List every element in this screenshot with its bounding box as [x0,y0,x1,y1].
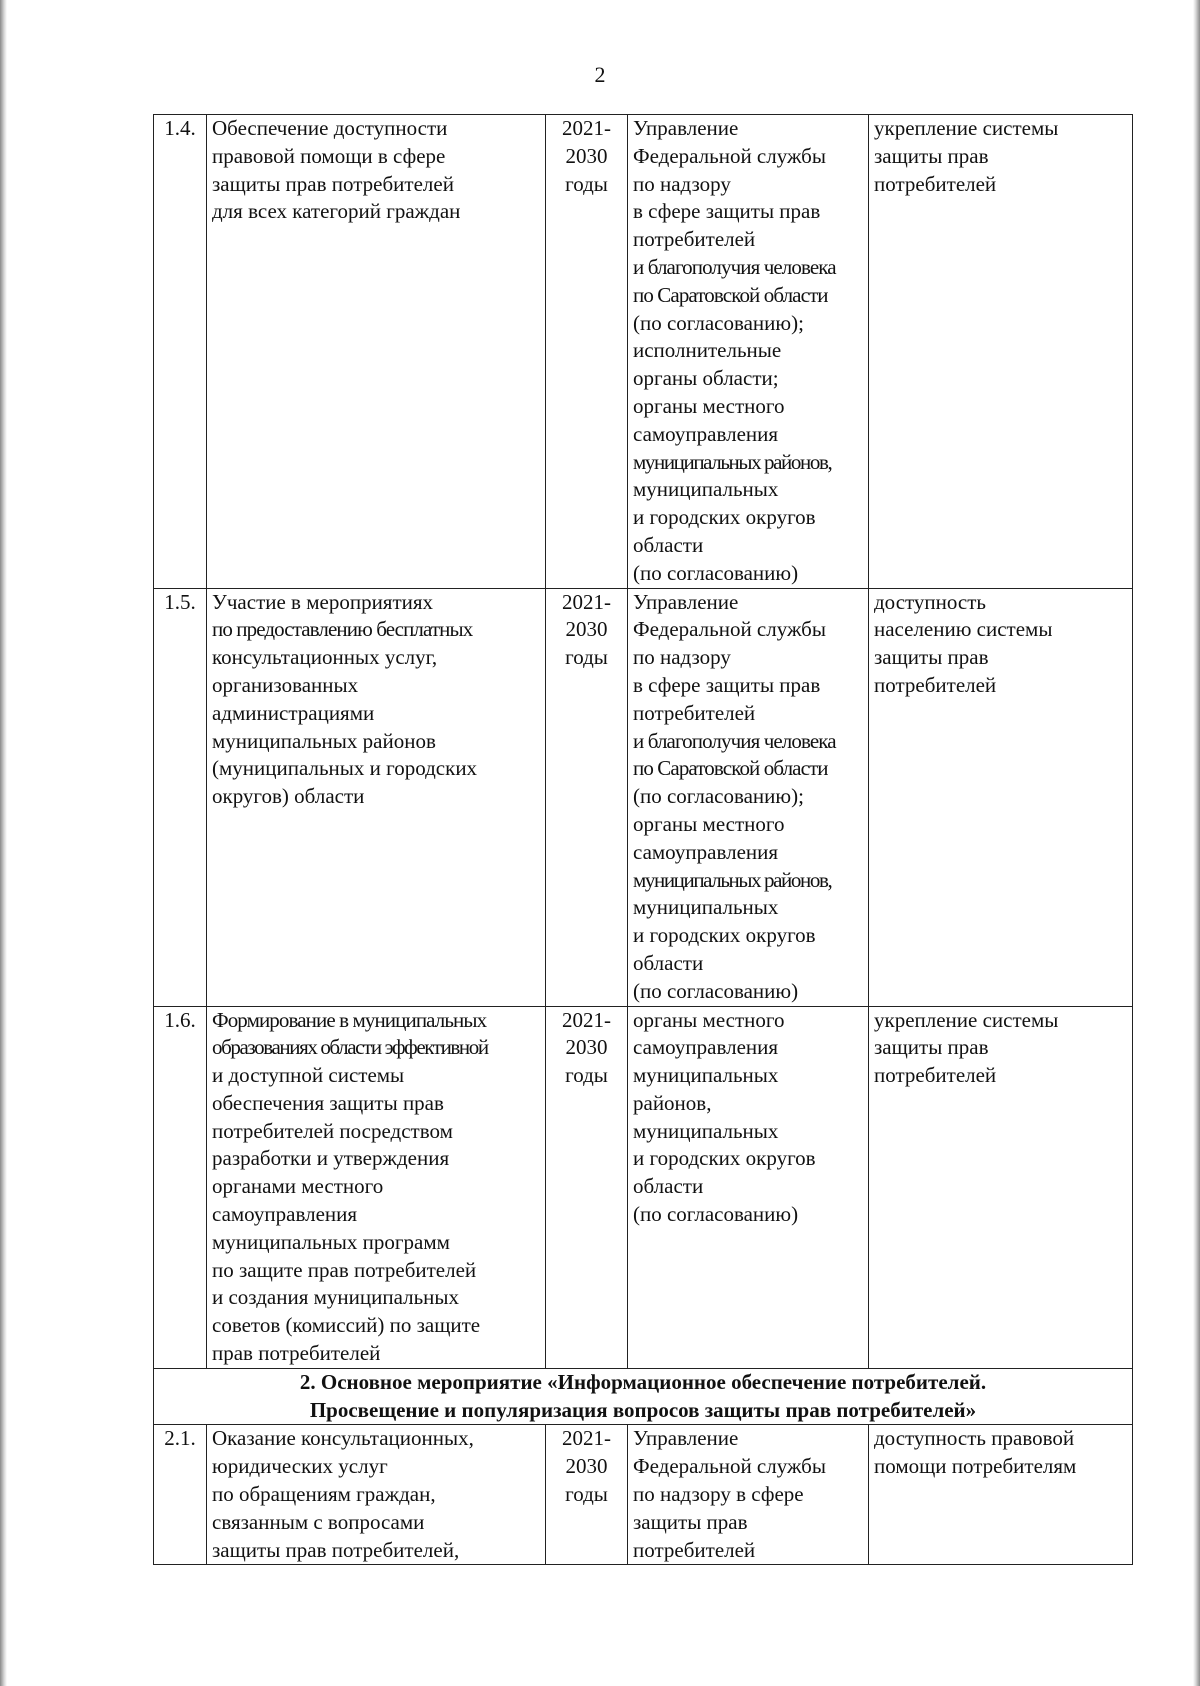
activity-line: муниципальных районов [212,728,436,753]
result-line: населению системы [874,617,1053,642]
table-row [154,1425,1133,1565]
executor-line: Федеральной службы [633,1454,826,1479]
result-line: защиты прав [874,645,989,670]
activity-line: по защите прав потребителей [212,1257,477,1282]
executor-cell [628,1425,869,1565]
executor-line: в сфере защиты прав [633,672,821,697]
executor-line: по Саратовской области [633,756,828,781]
result-line: доступность правовой [874,1426,1075,1451]
period-line: 2030 [565,617,608,642]
activity-line: защиты прав потребителей [212,171,454,196]
activity-line: обеспечения защиты прав [212,1090,444,1115]
executor-line: муниципальных [633,1063,779,1088]
executor-line: и городских округов [633,923,816,948]
executor-line: органы области; [633,366,779,391]
activity-cell [207,1006,546,1368]
executor-line: органы местного [633,1007,785,1032]
result-line: потребителей [874,672,997,697]
table-row [154,115,1133,589]
scan-edge-left [0,0,7,1686]
executor-line: и благополучия человека [633,728,836,753]
section-header-line: 2. Основное мероприятие «Информационное обеспечение потребителей. [299,1369,987,1394]
result-cell [869,1006,1133,1368]
activity-line: Участие в мероприятиях [212,589,434,614]
executor-line: потребителей [633,227,756,252]
activity-cell [207,588,546,1006]
period-cell [546,115,628,589]
result-line: доступность [874,589,987,614]
row-number: 2.1. [164,1426,196,1451]
executor-line: Управление [633,589,739,614]
executor-line: муниципальных [633,895,779,920]
row-number-cell [154,1006,207,1368]
table-row [154,1006,1133,1368]
period-cell [546,1006,628,1368]
result-cell [869,115,1133,589]
executor-line: исполнительные [633,338,782,363]
executor-line: (по согласованию); [633,310,804,335]
activity-line: Формирование в муниципальных [212,1007,487,1032]
scan-edge-right [1193,0,1200,1686]
row-number: 1.5. [164,589,196,614]
result-line: укрепление системы [874,1007,1059,1032]
executor-line: области [633,532,704,557]
row-number: 1.6. [164,1007,196,1032]
period-line: 2030 [565,143,608,168]
activity-line: по предоставлению бесплатных [212,617,473,642]
activity-line: потребителей посредством [212,1118,453,1143]
executor-line: Управление [633,116,739,140]
executor-line: по надзору [633,645,731,670]
executor-line: органы местного [633,393,785,418]
activity-line: правовой помощи в сфере [212,143,446,168]
row-number: 1.4. [164,116,196,140]
executor-line: (по согласованию); [633,784,804,809]
period-line: годы [565,1063,608,1088]
executor-line: районов, [633,1090,712,1115]
executor-line: (по согласованию) [633,1202,799,1227]
activity-line: организованных [212,672,359,697]
result-line: помощи потребителям [874,1454,1077,1479]
executor-line: Федеральной службы [633,617,826,642]
row-number-cell [154,1425,207,1565]
executor-line: муниципальных [633,1118,779,1143]
result-line: потребителей [874,171,997,196]
executor-line: самоуправления [633,839,779,864]
activity-line: консультационных услуг, [212,645,438,670]
executor-line: Управление [633,1426,739,1451]
executor-cell [628,1006,869,1368]
executor-cell [628,115,869,589]
section-header-line: Просвещение и популяризация вопросов защиты прав потребителей» [309,1397,977,1422]
activity-line: разработки и утверждения [212,1146,450,1171]
activity-line: (муниципальных и городских [212,756,478,781]
executor-cell [628,588,869,1006]
period-cell [546,1425,628,1565]
result-line: потребителей [874,1063,997,1088]
activity-line: юридических услуг [212,1454,388,1479]
activity-line: администрациями [212,700,375,725]
executor-line: муниципальных районов, [633,867,832,892]
activity-line: и доступной системы [212,1063,405,1088]
activity-line: и создания муниципальных [212,1285,460,1310]
executor-line: по надзору [633,171,731,196]
period-cell [546,588,628,1006]
executor-line: (по согласованию) [633,978,799,1003]
executor-line: и благополучия человека [633,254,836,279]
activity-line: прав потребителей [212,1341,381,1366]
executor-line: муниципальных районов, [633,449,832,474]
executor-line: и городских округов [633,1146,816,1171]
executor-line: (по согласованию) [633,560,799,585]
activity-line: связанным с вопросами [212,1509,425,1534]
executor-line: в сфере защиты прав [633,199,821,224]
executor-line: самоуправления [633,1035,779,1060]
activities-table [153,114,1133,1565]
period-line: 2030 [565,1454,608,1479]
activity-line: муниципальных программ [212,1229,450,1254]
period-line: 2021- [562,116,611,140]
result-line: защиты прав [874,1035,989,1060]
activity-line: для всех категорий граждан [212,199,461,224]
executor-line: потребителей [633,1537,756,1562]
executor-line: защиты прав [633,1509,748,1534]
period-line: 2021- [562,1007,611,1032]
activity-line: советов (комиссий) по защите [212,1313,481,1338]
executor-line: области [633,1174,704,1199]
row-number-cell [154,588,207,1006]
executor-line: и городских округов [633,505,816,530]
executor-line: потребителей [633,700,756,725]
section-header [154,1368,1133,1425]
activity-line: Обеспечение доступности [212,116,448,140]
executor-line: области [633,950,704,975]
executor-line: муниципальных [633,477,779,502]
activity-line: защиты прав потребителей, [212,1537,460,1562]
period-line: годы [565,171,608,196]
executor-line: органы местного [633,811,785,836]
activity-line: самоуправления [212,1202,358,1227]
activity-cell [207,115,546,589]
result-cell [869,588,1133,1006]
executor-line: по Саратовской области [633,282,828,307]
activity-line: органами местного [212,1174,384,1199]
executor-line: по надзору в сфере [633,1482,804,1507]
activity-line: Оказание консультационных, [212,1426,474,1451]
page-number: 2 [594,62,606,87]
result-cell [869,1425,1133,1565]
activity-line: образованиях области эффективной [212,1035,488,1060]
period-line: 2021- [562,589,611,614]
result-line: укрепление системы [874,116,1059,140]
row-number-cell [154,115,207,589]
period-line: 2021- [562,1426,611,1451]
activity-line: по обращениям граждан, [212,1482,436,1507]
activity-cell [207,1425,546,1565]
executor-line: Федеральной службы [633,143,826,168]
table-row [154,588,1133,1006]
period-line: годы [565,645,608,670]
section-header-row [154,1368,1133,1425]
period-line: годы [565,1482,608,1507]
executor-line: самоуправления [633,421,779,446]
result-line: защиты прав [874,143,989,168]
activity-line: округов) области [212,784,365,809]
period-line: 2030 [565,1035,608,1060]
